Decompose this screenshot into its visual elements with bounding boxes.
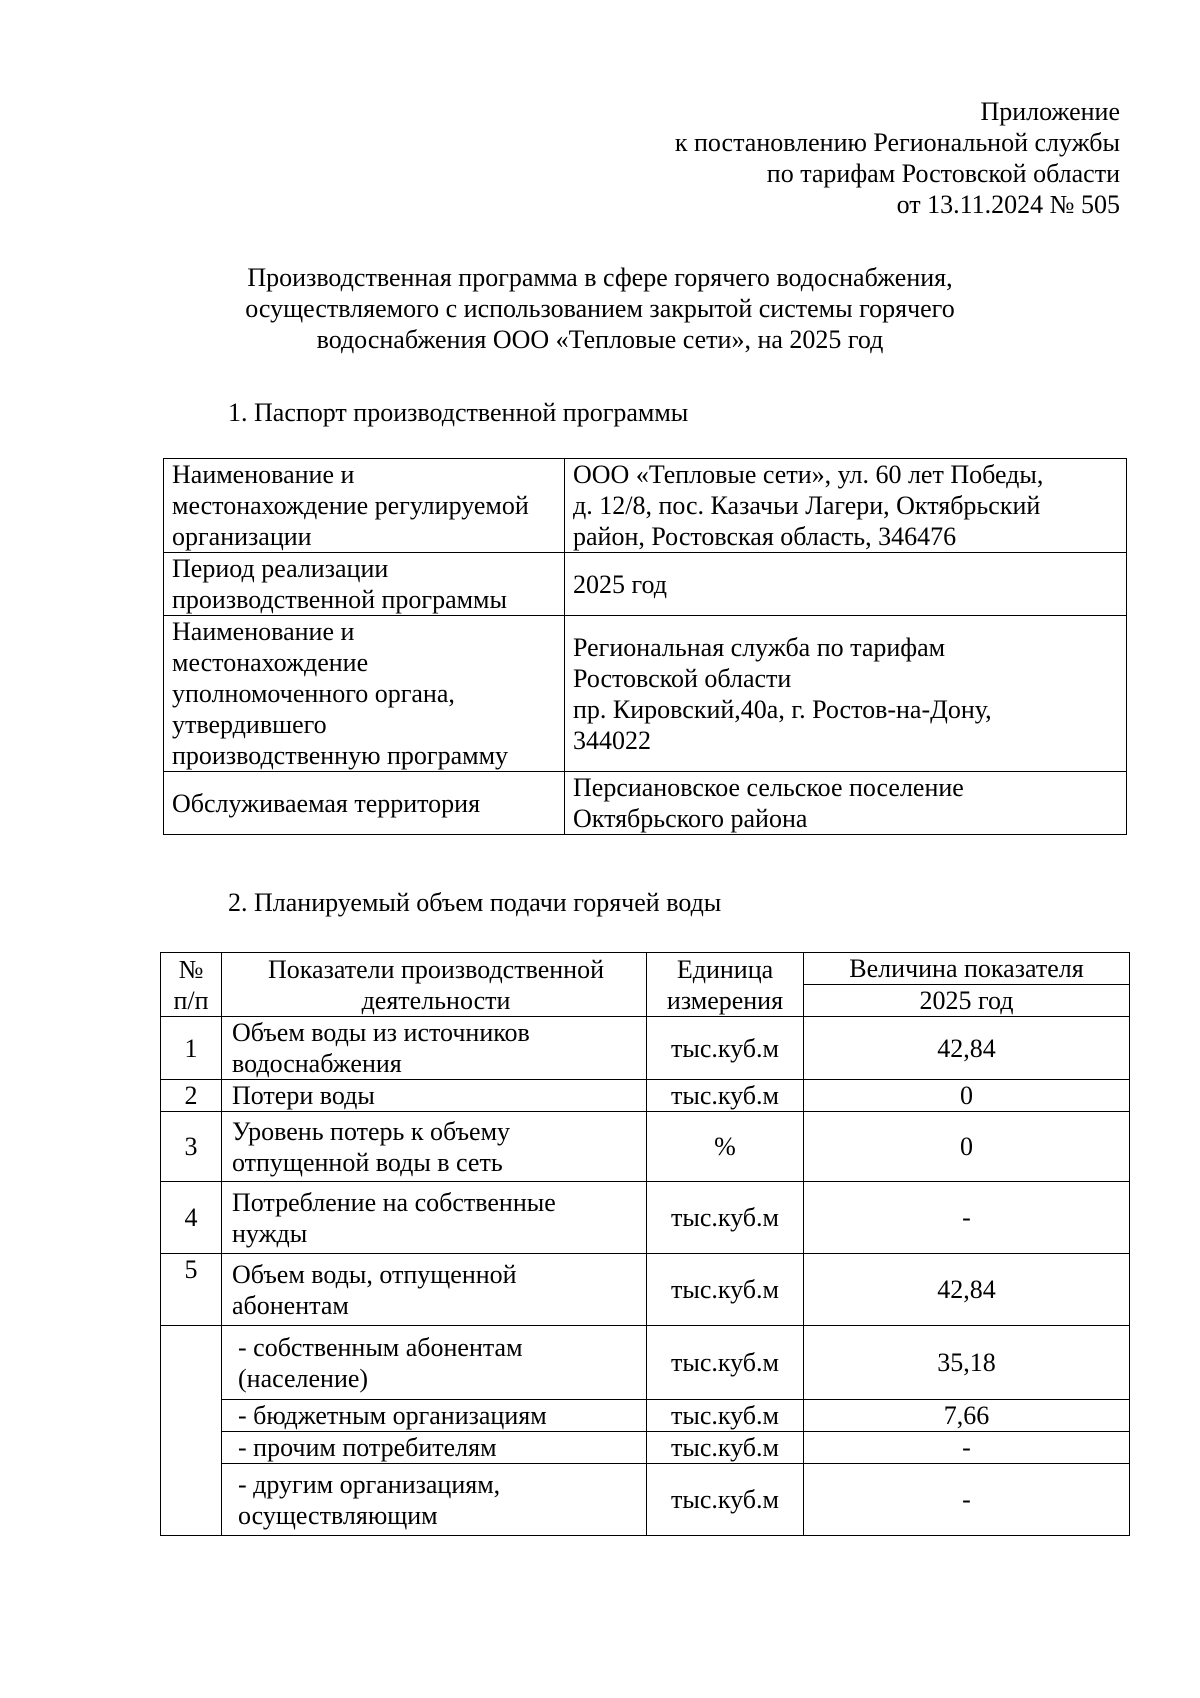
cell-line: - бюджетным организациям <box>238 1401 547 1430</box>
row-indicator <box>222 1182 647 1254</box>
cell-line: Период реализации <box>172 554 389 583</box>
passport-value <box>565 772 1127 835</box>
row-value: 0 <box>804 1112 1130 1182</box>
table-row <box>161 1254 1130 1326</box>
cell-line: Октябрьского района <box>573 804 808 833</box>
row-unit: тыс.куб.м <box>647 1017 804 1080</box>
subrow-value: 35,18 <box>804 1326 1130 1400</box>
header-unit <box>647 953 804 1017</box>
table-subrow <box>161 1464 1130 1536</box>
row-value: - <box>804 1182 1130 1254</box>
cell-line: Потребление на собственные <box>232 1187 556 1217</box>
subrow-value: - <box>804 1464 1130 1536</box>
subrow-unit: тыс.куб.м <box>647 1326 804 1400</box>
header-indicator <box>222 953 647 1017</box>
subrow-indicator <box>222 1464 647 1536</box>
cell-line: организации <box>172 522 312 551</box>
subrow-num-empty <box>161 1326 222 1536</box>
table-row <box>161 1182 1130 1254</box>
table-row <box>161 1080 1130 1112</box>
passport-key <box>164 616 565 772</box>
cell-line: производственной программы <box>172 585 507 614</box>
cell-line: - собственным абонентам <box>238 1332 523 1362</box>
row-value: 42,84 <box>804 1017 1130 1080</box>
row-indicator <box>222 1112 647 1182</box>
cell-line: - прочим потребителям <box>238 1433 497 1462</box>
row-indicator <box>222 1080 647 1112</box>
row-num: 2 <box>161 1080 222 1112</box>
title-line: водоснабжения ООО «Тепловые сети», на 2025 год <box>316 325 884 354</box>
subrow-indicator <box>222 1432 647 1464</box>
row-indicator <box>222 1254 647 1326</box>
subrow-value: - <box>804 1432 1130 1464</box>
subrow-value: 7,66 <box>804 1400 1130 1432</box>
cell-line: Наименование и <box>172 617 355 646</box>
header-num <box>161 953 222 1017</box>
cell-line: утвердившего <box>172 710 327 739</box>
appendix-line: к постановлению Региональной службы <box>674 128 1120 157</box>
passport-key <box>164 553 565 616</box>
cell-line: № <box>178 954 204 984</box>
subrow-unit: тыс.куб.м <box>647 1464 804 1536</box>
section-heading-passport: 1. Паспорт производственной программы <box>228 398 689 427</box>
cell-line: п/п <box>173 985 209 1015</box>
cell-line: Объем воды, отпущенной <box>232 1259 517 1289</box>
cell-line: Показатели производственной <box>268 954 604 984</box>
cell-line: - другим организациям, <box>238 1469 501 1499</box>
row-indicator <box>222 1017 647 1080</box>
table-subrow <box>161 1400 1130 1432</box>
appendix-header <box>480 96 1120 220</box>
row-unit: тыс.куб.м <box>647 1254 804 1326</box>
table-row <box>161 1112 1130 1182</box>
title-line: осуществляемого с использованием закрытой системы горячего <box>245 294 955 323</box>
cell-line: Уровень потерь к объему <box>232 1116 511 1146</box>
passport-value <box>565 616 1127 772</box>
section-heading-volume: 2. Планируемый объем подачи горячей воды <box>228 888 722 917</box>
cell-line: осуществляющим <box>238 1500 438 1530</box>
row-unit: тыс.куб.м <box>647 1182 804 1254</box>
passport-value <box>565 459 1127 553</box>
cell-line: деятельности <box>361 985 511 1015</box>
cell-line: нужды <box>232 1218 308 1248</box>
table-row <box>164 616 1127 772</box>
row-unit: тыс.куб.м <box>647 1080 804 1112</box>
subrow-indicator <box>222 1400 647 1432</box>
header-year: 2025 год <box>804 985 1130 1017</box>
appendix-line: по тарифам Ростовской области <box>766 159 1120 188</box>
cell-line: абонентам <box>232 1290 349 1320</box>
document-title <box>150 262 1050 355</box>
passport-value <box>565 553 1127 616</box>
row-value: 0 <box>804 1080 1130 1112</box>
cell-line: Региональная служба по тарифам <box>573 632 946 662</box>
cell-line: район, Ростовская область, 346476 <box>573 522 957 551</box>
cell-line: Ростовской области <box>573 663 792 693</box>
volume-table <box>160 952 1130 1536</box>
row-value: 42,84 <box>804 1254 1130 1326</box>
cell-line: местонахождение регулируемой <box>172 491 529 520</box>
cell-line: Потери воды <box>232 1081 375 1110</box>
cell-line: Единица <box>676 954 774 984</box>
cell-line: пр. Кировский,40а, г. Ростов-на-Дону, <box>573 694 992 724</box>
header-value: Величина показателя <box>804 953 1130 985</box>
cell-line: 2025 год <box>573 569 667 599</box>
cell-line: Наименование и <box>172 460 355 489</box>
table-row <box>164 459 1127 553</box>
table-row <box>161 1017 1130 1080</box>
table-header-row <box>161 953 1130 985</box>
passport-key <box>164 459 565 553</box>
cell-line: отпущенной воды в сеть <box>232 1147 503 1177</box>
cell-line: уполномоченного органа, <box>172 679 455 708</box>
row-num: 1 <box>161 1017 222 1080</box>
appendix-line: от 13.11.2024 № 505 <box>896 190 1120 219</box>
row-num: 3 <box>161 1112 222 1182</box>
cell-line: Обслуживаемая территория <box>172 788 481 818</box>
cell-line: д. 12/8, пос. Казачьи Лагери, Октябрьский <box>573 491 1041 520</box>
cell-line: водоснабжения <box>232 1049 402 1078</box>
title-line: Производственная программа в сфере горячего водоснабжения, <box>247 263 953 292</box>
passport-key <box>164 772 565 835</box>
cell-line: 344022 <box>573 725 651 755</box>
table-row <box>164 772 1127 835</box>
subrow-unit: тыс.куб.м <box>647 1432 804 1464</box>
appendix-line: Приложение <box>980 97 1120 126</box>
table-subrow <box>161 1432 1130 1464</box>
cell-line: производственную программу <box>172 741 509 770</box>
cell-line: ООО «Тепловые сети», ул. 60 лет Победы, <box>573 460 1044 489</box>
subrow-indicator <box>222 1326 647 1400</box>
cell-line: (население) <box>238 1363 369 1393</box>
row-num: 5 <box>161 1254 222 1326</box>
cell-line: измерения <box>666 985 784 1015</box>
cell-line: Объем воды из источников <box>232 1018 530 1047</box>
cell-line: Персиановское сельское поселение <box>573 773 964 802</box>
passport-table <box>163 458 1127 835</box>
table-subrow <box>161 1326 1130 1400</box>
subrow-unit: тыс.куб.м <box>647 1400 804 1432</box>
row-unit: % <box>647 1112 804 1182</box>
table-row <box>164 553 1127 616</box>
row-num: 4 <box>161 1182 222 1254</box>
cell-line: местонахождение <box>172 648 369 677</box>
